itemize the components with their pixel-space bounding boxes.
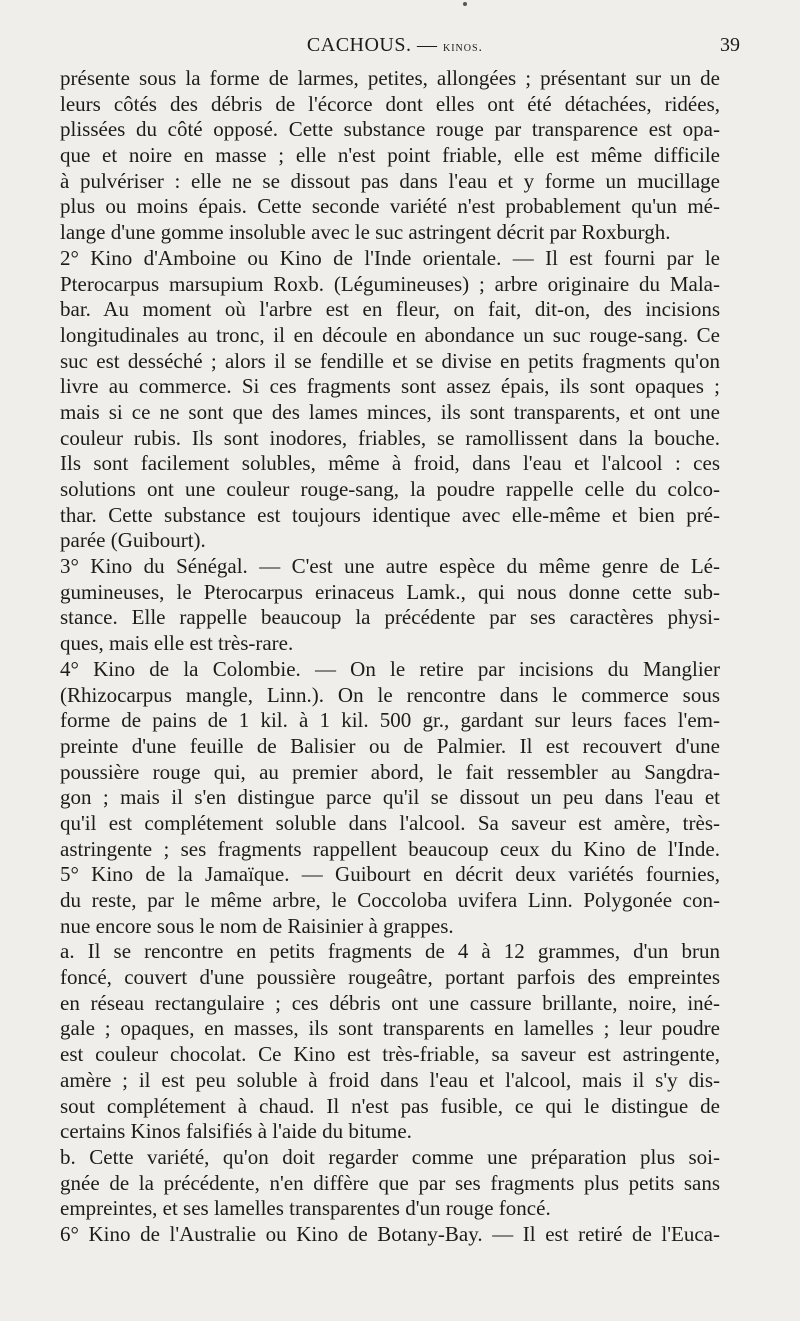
text-line: suc est desséché ; alors il se fendille et se divise en petits fragments qu'on	[60, 348, 720, 373]
text-line: gon ; mais il s'en distingue parce qu'il se dissout un peu dans l'eau et	[60, 785, 720, 810]
text-line: sout complétement à chaud. Il n'est pas fusible, ce qui le distingue de	[60, 1093, 720, 1118]
header-left-title: CACHOUS.	[306, 34, 412, 56]
running-header	[60, 34, 740, 60]
text-line: 3° Kino du Sénégal. — C'est une autre espèce du même genre de Lé-	[60, 554, 720, 579]
text-line: à pulvériser : elle ne se dissout pas dans l'eau et y forme un mucillage	[60, 168, 720, 193]
text-line: solutions ont une couleur rouge-sang, la poudre rappelle celle du colco-	[60, 477, 720, 501]
text-line: ques, mais elle est très-rare.	[60, 631, 294, 656]
text-line: longitudinales au tronc, il en découle en abondance un suc rouge-sang. Ce	[60, 322, 720, 347]
text-line: preinte d'une feuille de Balisier ou de Palmier. Il est recouvert d'une	[60, 733, 720, 758]
text-line: est couleur chocolat. Ce Kino est très-friable, sa saveur est astringente,	[60, 1042, 720, 1067]
page-number: 39	[720, 34, 740, 56]
text-line: 2° Kino d'Amboine ou Kino de l'Inde orientale. — Il est fourni par le	[60, 245, 720, 270]
text-line: que et noire en masse ; elle n'est point friable, elle est même difficile	[60, 143, 720, 168]
text-line: foncé, couvert d'une poussière rougeâtre, portant parfois des empreintes	[60, 965, 720, 990]
text-line: en réseau rectangulaire ; ces débris ont une cassure brillante, noire, iné-	[60, 990, 720, 1015]
text-line: plissées du côté opposé. Cette substance rouge par transparence est opa-	[60, 117, 720, 142]
text-line: gale ; opaques, en masses, ils sont transparents en lamelles ; leur poudre	[60, 1016, 720, 1041]
text-line: stance. Elle rappelle beaucoup la précédente par ses caractères physi-	[60, 605, 720, 630]
body-text	[60, 66, 720, 1248]
text-line: astringente ; ses fragments rappellent beaucoup ceux du Kino de l'Inde.	[60, 836, 720, 861]
text-line: gumineuses, le Pterocarpus erinaceus Lamk., qui nous donne cette sub-	[60, 579, 720, 604]
text-line: thar. Cette substance est toujours identique avec elle-même et bien pré-	[60, 502, 720, 527]
text-line: empreintes, et ses lamelles transparentes d'un rouge foncé.	[60, 1196, 551, 1221]
text-line: leurs côtés des débris de l'écorce dont elles ont été détachées, ridées,	[60, 91, 720, 116]
text-line: bar. Au moment où l'arbre est en fleur, on fait, dit-on, des incisions	[60, 297, 720, 322]
text-line: du reste, par le même arbre, le Coccoloba uvifera Linn. Polygonée con-	[60, 888, 720, 912]
text-line: présente sous la forme de larmes, petites, allongées ; présentant sur un de	[60, 66, 720, 90]
text-line: certains Kinos falsifiés à l'aide du bitume.	[60, 1119, 412, 1144]
text-line: parée (Guibourt).	[60, 528, 206, 553]
text-line: mais si ce ne sont que des lames minces, ils sont transparents, et ont une	[60, 399, 720, 424]
text-line: lange d'une gomme insoluble avec le suc astringent décrit par Roxburgh.	[60, 220, 671, 245]
text-line: couleur rubis. Ils sont inodores, friables, se ramollissent dans la bouche.	[60, 425, 720, 450]
text-line: amère ; il est peu soluble à froid dans l'eau et l'alcool, mais il s'y dis-	[60, 1067, 720, 1092]
text-line: b. Cette variété, qu'on doit regarder comme une préparation plus soi-	[60, 1144, 720, 1169]
text-line: 6° Kino de l'Australie ou Kino de Botany-Bay. — Il est retiré de l'Euca-	[60, 1221, 720, 1246]
running-title	[60, 34, 730, 57]
text-line: 4° Kino de la Colombie. — On le retire par incisions du Manglier	[60, 656, 720, 681]
text-line: forme de pains de 1 kil. à 1 kil. 500 gr., gardant sur leurs faces l'em-	[60, 708, 720, 733]
text-line: 5° Kino de la Jamaïque. — Guibourt en décrit deux variétés fournies,	[60, 862, 720, 887]
text-line: poussière rouge qui, au premier abord, le fait ressembler au Sangdra-	[60, 759, 720, 784]
text-line: a. Il se rencontre en petits fragments de 4 à 12 grammes, d'un brun	[60, 939, 720, 964]
text-line: plus ou moins épais. Cette seconde variété n'est probablement qu'un mé-	[60, 194, 720, 219]
text-line: nue encore sous le nom de Raisinier à grappes.	[60, 913, 454, 938]
text-line: gnée de la précédente, n'en diffère que par ses fragments plus petits sans	[60, 1170, 720, 1195]
text-line: livre au commerce. Si ces fragments sont assez épais, ils sont opaques ;	[60, 374, 720, 399]
text-line: qu'il est complétement soluble dans l'alcool. Sa saveur est amère, très-	[60, 810, 720, 835]
text-line: Pterocarpus marsupium Roxb. (Légumineuses) ; arbre originaire du Mala-	[60, 271, 720, 296]
header-right-title: kinos.	[443, 40, 484, 55]
text-line: Ils sont facilement solubles, même à froid, dans l'eau et l'alcool : ces	[60, 451, 720, 476]
text-line: (Rhizocarpus mangle, Linn.). On le rencontre dans le commerce sous	[60, 682, 720, 707]
header-dash: —	[417, 34, 438, 56]
print-speck	[463, 2, 467, 6]
